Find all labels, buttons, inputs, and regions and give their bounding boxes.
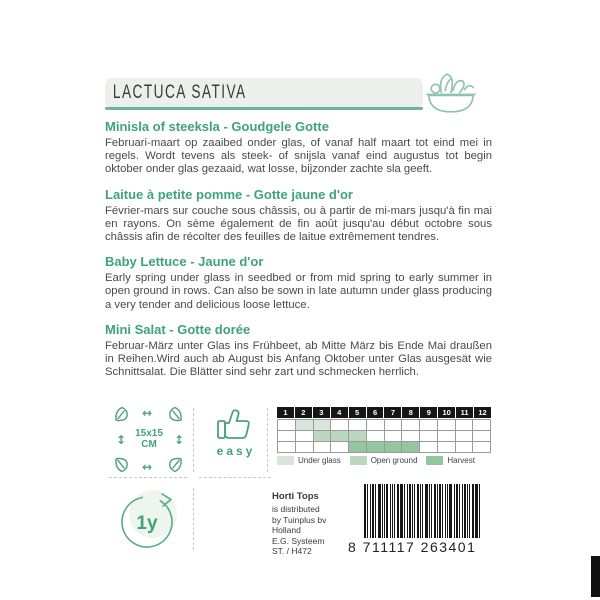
legend-label: Under glass (298, 456, 341, 465)
calendar-cell (420, 420, 438, 431)
calendar-cell (349, 420, 367, 431)
calendar-cell (420, 431, 438, 442)
calendar-cell (456, 431, 474, 442)
legend-label: Harvest (447, 456, 475, 465)
calendar-body (277, 419, 491, 453)
annual-cycle-icon (113, 486, 185, 554)
calendar-cell (314, 431, 332, 442)
leaf-icon (166, 456, 184, 474)
calendar-cell (331, 442, 349, 453)
legend-item (277, 456, 341, 465)
calendar-cell (438, 442, 456, 453)
arrow-vertical-icon: ↕ (116, 433, 127, 447)
calendar-month: 9 (420, 407, 437, 418)
distributor-line: is distributed (272, 504, 320, 514)
calendar-cell (385, 442, 403, 453)
arrow-horizontal-icon: ↔ (142, 406, 153, 420)
calendar-cell (278, 431, 296, 442)
calendar-month: 1 (277, 407, 294, 418)
calendar-cell (402, 420, 420, 431)
spacing-value: 15x15 (135, 428, 163, 439)
calendar-cell (296, 420, 314, 431)
section-heading: Minisla of steeksla - Goudgele Gotte (105, 119, 329, 134)
legend-swatch (426, 456, 443, 465)
calendar-cell (367, 442, 385, 453)
calendar-cell (349, 431, 367, 442)
sowing-calendar (277, 407, 491, 453)
calendar-cell (296, 442, 314, 453)
section-heading: Laitue à petite pomme - Gotte jaune d'or (105, 186, 353, 202)
calendar-month: 8 (402, 407, 419, 418)
calendar-cell (367, 420, 385, 431)
calendar-cell (331, 420, 349, 431)
calendar-cell (314, 442, 332, 453)
cycle-label: 1y (136, 513, 158, 534)
calendar-cell (296, 431, 314, 442)
calendar-cell (402, 431, 420, 442)
calendar-cell (385, 420, 403, 431)
barcode-bars (364, 484, 494, 538)
leaf-icon (113, 405, 131, 423)
calendar-cell (438, 420, 456, 431)
legend-item (426, 456, 475, 465)
calendar-cell (314, 420, 332, 431)
barcode (348, 484, 494, 555)
print-registration-mark (591, 556, 600, 597)
section-heading: Mini Salat - Gotte dorée (105, 321, 251, 337)
section-heading: Baby Lettuce - Jaune d'or (105, 254, 264, 270)
calendar-month: 5 (349, 407, 366, 418)
distributor-line: by Tuinplus bv (272, 514, 327, 525)
easy-label: easy (216, 444, 256, 458)
easy-difficulty-icon (201, 405, 271, 475)
calendar-month: 4 (331, 407, 348, 418)
spacing-unit: CM (141, 439, 157, 450)
section-body: Février-mars sur couche sous châssis, ou à partir de mi-mars jusqu'à fin mai en rayons. On sème également de fin août jusqu'au début octobre sous châssis afin de récolter des feuilles de laitue extrêmement tendres. (105, 204, 492, 244)
separator (109, 477, 187, 478)
section-english (105, 254, 492, 312)
calendar-cell (456, 442, 474, 453)
arrow-vertical-icon: ↕ (174, 433, 185, 447)
spacing-label (127, 428, 171, 450)
species-title: LACTUCA SATIVA (112, 82, 247, 103)
calendar-month: 6 (367, 407, 384, 418)
section-french (105, 187, 492, 245)
distributor-line: E.G. Systeem (272, 535, 325, 546)
legend-item (350, 456, 418, 465)
brand-name: Horti Tops (272, 491, 319, 502)
calendar-month: 12 (474, 407, 491, 418)
separator (199, 477, 271, 478)
section-body: Early spring under glass in seedbed or from mid spring to early summer in open ground in rows. Can also be sown in late autumn under glass producing a very tender and delicious loose lettuce. (105, 272, 492, 311)
thumbs-up-icon (215, 407, 257, 443)
salad-bowl-icon (422, 69, 480, 116)
barcode-number: 8 711117 263401 (348, 539, 477, 555)
calendar-legend (277, 456, 491, 465)
calendar-cell (473, 442, 491, 453)
section-body: Februari-maart op zaaibed onder glas, of vanaf half maart tot eind mei in regels. Wordt tevens als steek- of snijsla vanaf eind augustus tot begin oktober onder glas gezaaid, wat losse, bijzonder zachte sla geeft. (105, 137, 492, 176)
calendar-month: 7 (384, 407, 401, 418)
calendar-month: 10 (438, 407, 455, 418)
title-underline (105, 107, 423, 110)
calendar-month: 3 (313, 407, 330, 418)
arrow-horizontal-icon: ↔ (142, 460, 153, 474)
legend-swatch (350, 456, 367, 465)
legend-label: Open ground (370, 456, 418, 465)
calendar-cell (473, 431, 491, 442)
section-body: Februar-März unter Glas ins Frühbeet, ab Mitte März bis Ende Mai draußen in Reihen.Wird auch ab August bis Anfang Oktober unter Glas ausgesät wie Schnittsalat. Die Blätter sind sehr zart und schmecken herrlich. (105, 339, 492, 379)
calendar-cell (385, 431, 403, 442)
calendar-month: 11 (456, 407, 473, 418)
calendar-cell (402, 442, 420, 453)
calendar-cell (438, 431, 456, 442)
distributor-block (272, 491, 357, 557)
distributor-line: Holland (272, 525, 301, 535)
separator (193, 488, 194, 550)
section-german (105, 322, 492, 380)
plant-spacing-icon (113, 405, 185, 475)
calendar-cell (367, 431, 385, 442)
title-band (105, 78, 423, 108)
one-year-cycle-icon (113, 486, 185, 554)
distributor-line: ST. / H472 (272, 546, 312, 556)
section-dutch (105, 119, 492, 177)
calendar-cell (473, 420, 491, 431)
legend-swatch (277, 456, 294, 465)
calendar-cell (278, 420, 296, 431)
calendar-cell (349, 442, 367, 453)
calendar-header-row (277, 407, 491, 418)
pictogram-panel (105, 400, 277, 572)
calendar-cell (420, 442, 438, 453)
separator (193, 408, 194, 472)
calendar-month: 2 (295, 407, 312, 418)
description-sections (105, 119, 492, 389)
calendar-cell (278, 442, 296, 453)
calendar-cell (331, 431, 349, 442)
calendar-cell (456, 420, 474, 431)
leaf-icon (113, 456, 131, 474)
leaf-icon (166, 405, 184, 423)
